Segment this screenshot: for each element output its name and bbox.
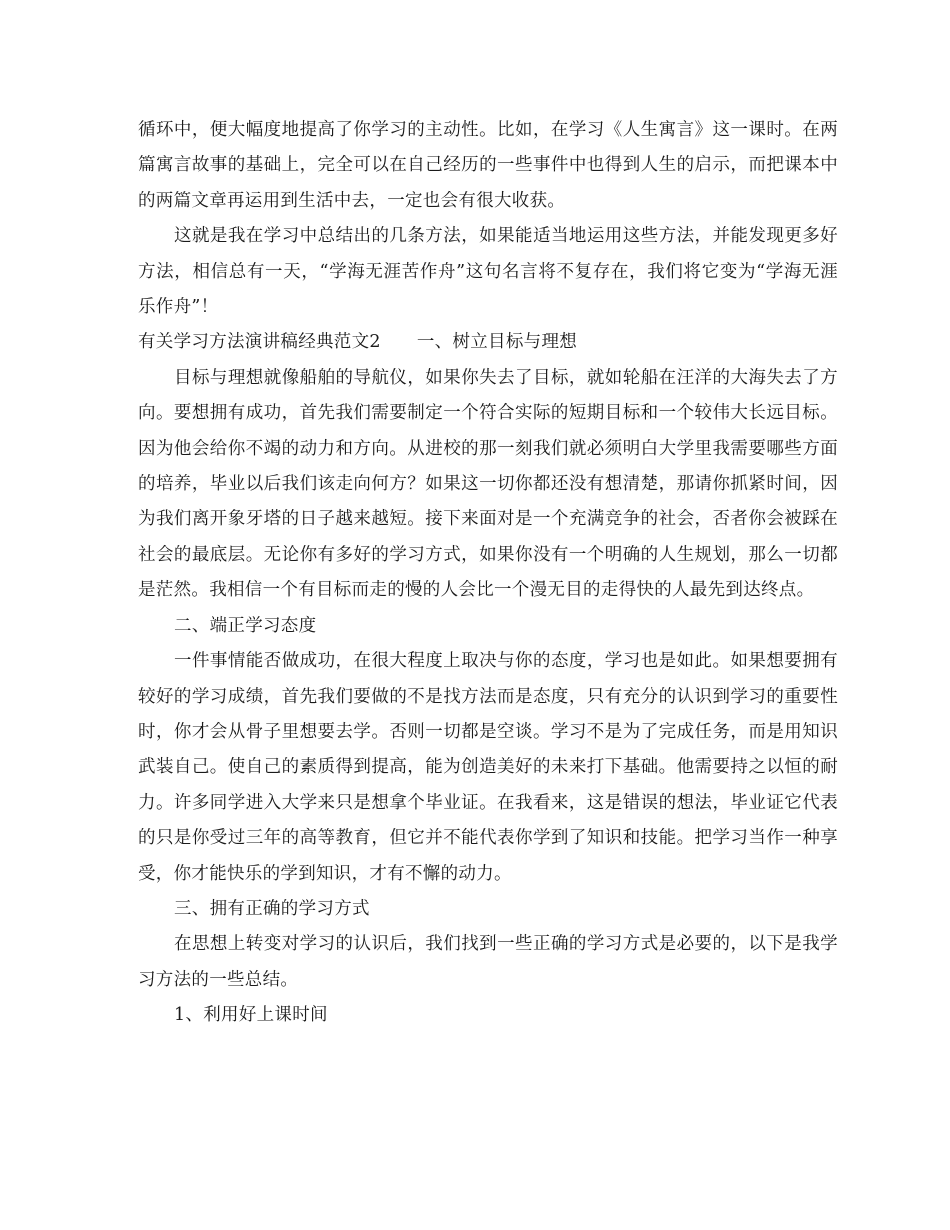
conclusion-paragraph: 这就是我在学习中总结出的几条方法，如果能适当地运用这些方法，并能发现更多好方法，相信总有一天，“学海无涯苦作舟”这句名言将不复存在，我们将它变为“学海无涯乐作舟”！ <box>138 226 838 318</box>
article-title: 有关学习方法演讲稿经典范文2 <box>138 332 381 353</box>
section1-heading: 一、树立目标与理想 <box>416 332 578 353</box>
document-body <box>138 113 838 1034</box>
section2-heading: 二、端正学习态度 <box>174 615 317 636</box>
article-title-line <box>138 325 838 360</box>
section1-paragraph: 目标与理想就像船舶的导航仪，如果你失去了目标，就如轮船在汪洋的大海失去了方向。要想拥有成功，首先我们需要制定一个符合实际的短期目标和一个较伟大长远目标。因为他会给你不竭的动力和方向。从进校的那一刻我们就必须明白大学里我需要哪些方面的培养，毕业以后我们该走向何方？如果这一切你都还没有想清楚，那请你抓紧时间，因为我们离开象牙塔的日子越来越短。接下来面对是一个充满竞争的社会，否者你会被踩在社会的最底层。无论你有多好的学习方式，如果你没有一个明确的人生规划，那么一切都是茫然。我相信一个有目标而走的慢的人会比一个漫无目的走得快的人最先到达终点。 <box>138 367 838 601</box>
section3-heading: 三、拥有正确的学习方式 <box>174 898 370 919</box>
section3-paragraph: 在思想上转变对学习的认识后，我们找到一些正确的学习方式是必要的，以下是我学习方法的一些总结。 <box>138 934 838 990</box>
section2-paragraph: 一件事情能否做成功，在很大程度上取决与你的态度，学习也是如此。如果想要拥有较好的学习成绩，首先我们要做的不是找方法而是态度，只有充分的认识到学习的重要性时，你才会从骨子里想要去学。否则一切都是空谈。学习不是为了完成任务，而是用知识武装自己。使自己的素质得到提高，能为创造美好的未来打下基础。他需要持之以恒的耐力。许多同学进入大学来只是想拿个毕业证。在我看来，这是错误的想法，毕业证它代表的只是你受过三年的高等教育，但它并不能代表你学到了知识和技能。把学习当作一种享受，你才能快乐的学到知识，才有不懈的动力。 <box>138 651 838 884</box>
subsection1-heading: 1、利用好上课时间 <box>174 1005 328 1026</box>
continuation-paragraph: 循环中，便大幅度地提高了你学习的主动性。比如，在学习《人生寓言》这一课时。在两篇寓言故事的基础上，完全可以在自己经历的一些事件中也得到人生的启示，而把课本中的两篇文章再运用到生活中去，一定也会有很大收获。 <box>138 120 838 211</box>
